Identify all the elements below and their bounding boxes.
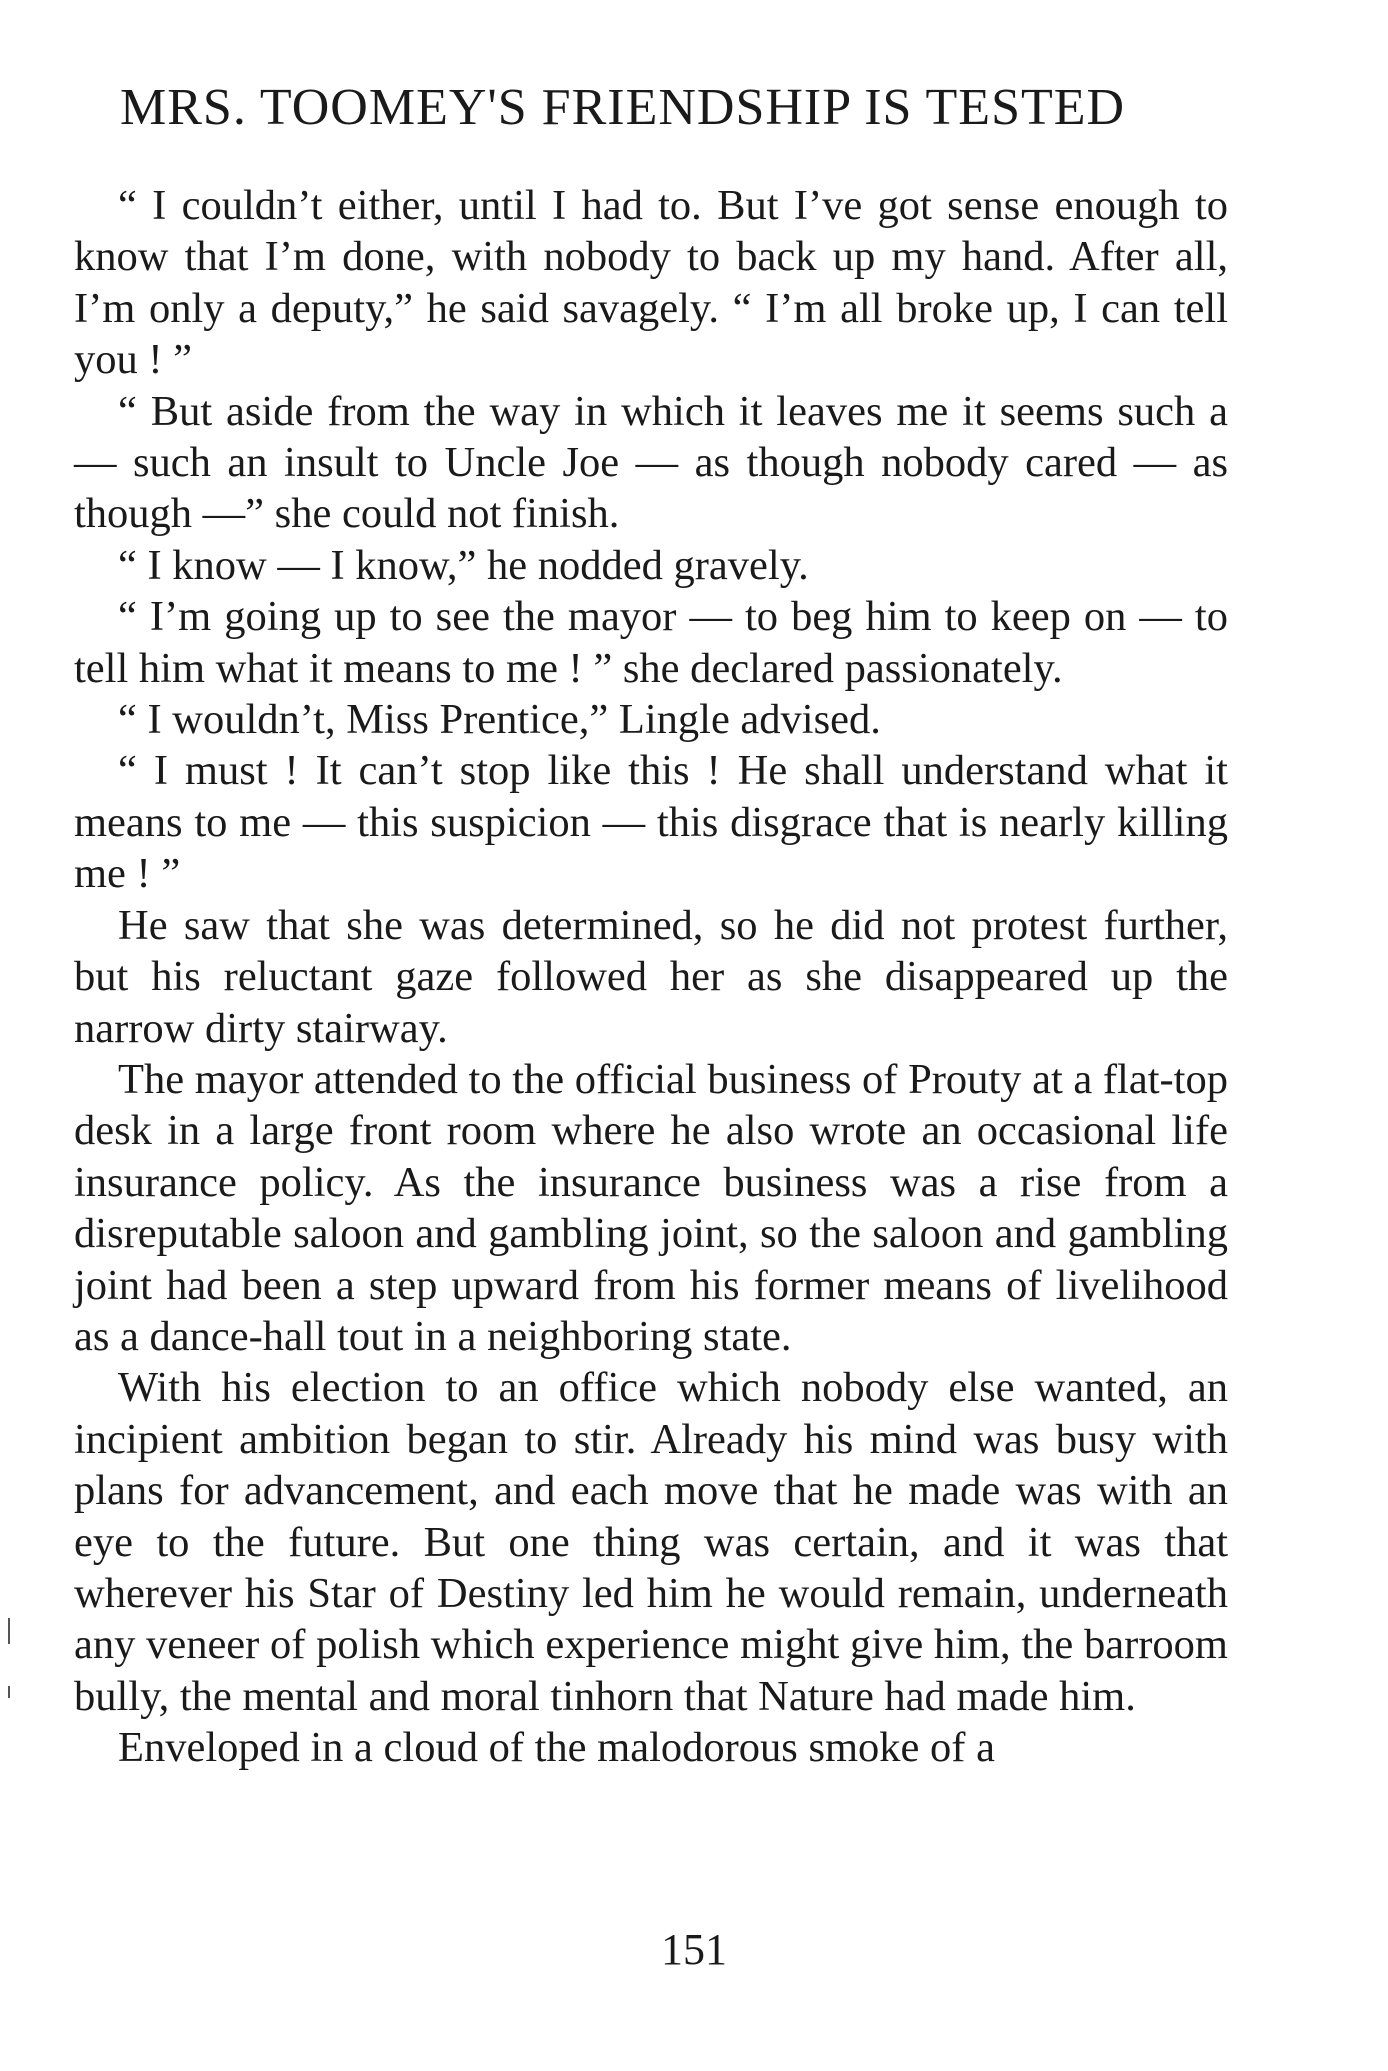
scan-margin-mark [8,1618,10,1644]
paragraph: “ I’m going up to see the mayor — to beg him to keep on — to tell him what it means to me ! ” she declared passionately. [74,593,1228,692]
paragraph: “ I know — I know,” he nodded gravely. [118,541,809,589]
body-text [74,180,1228,1774]
paragraph: “ I couldn’t either, until I had to. But I’ve got sense enough to know that I’m done, with nobody to back up my hand. After all, I’m only a deputy,” he said savagely. “ I’m all broke up, I can tell you ! ” [74,182,1228,384]
paragraph: “ I must ! It can’t stop like this ! He shall understand what it means to me — this suspicion — this disgrace that is nearly killing me ! ” [74,747,1228,898]
paragraph: “ I wouldn’t, Miss Prentice,” Lingle advised. [118,696,881,744]
paragraph: He saw that she was determined, so he did not protest further, but his reluctant gaze followed her as she disappeared up the narrow dirty stairway. [74,901,1228,1052]
paragraph: With his election to an office which nobody else wanted, an incipient ambition began to stir. Already his mind was busy with plans for advancement, and each move that he made was with an eye to the future. But one thing was certain, and it was that wherever his Star of Destiny led him he would remain, underneath any veneer of polish which experience might give him, the barroom bully, the mental and moral tinhorn that Nature had made him. [74,1364,1228,1720]
paragraph: “ But aside from the way in which it leaves me it seems such a — such an insult to Uncle Joe — as though nobody cared — as though —” she could not finish. [74,387,1228,538]
scan-margin-mark [8,1686,10,1698]
paragraph: The mayor attended to the official business of Prouty at a flat-top desk in a large front room where he also wrote an occasional life insurance policy. As the insurance business was a rise from a disreputable saloon and gambling joint, so the saloon and gambling joint had been a step upward from his former means of livelihood as a dance-hall tout in a neighboring state. [74,1055,1228,1360]
page-number: 151 [661,1925,727,1974]
running-title: MRS. TOOMEY'S FRIENDSHIP IS TESTED [120,79,1126,136]
paragraph: Enveloped in a cloud of the malodorous smoke of a [118,1724,995,1772]
